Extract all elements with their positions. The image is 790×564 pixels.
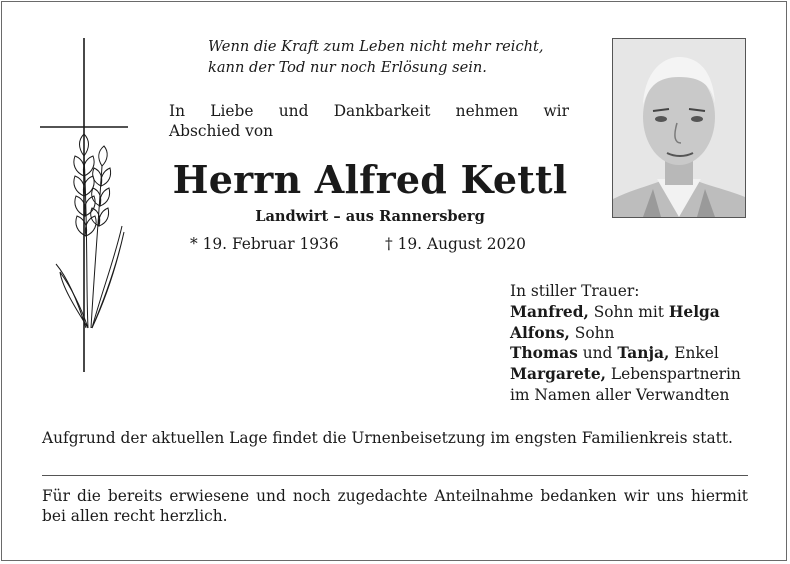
mourner-relation: Enkel	[669, 344, 719, 363]
intro-text	[169, 101, 569, 141]
mourner-name: Thomas	[510, 344, 578, 363]
mourner-name: Tanja,	[617, 344, 670, 363]
divider	[42, 475, 748, 476]
mourner-name: Helga	[668, 302, 720, 321]
death-date: † 19. August 2020	[385, 235, 526, 253]
epigraph-line-2: kann der Tod nur noch Erlösung sein.	[208, 59, 487, 76]
mourner-row	[510, 364, 741, 385]
thanks-text: Für die bereits erwiesene und noch zugedachte Anteilnahme bedanken wir uns hiermit bei allen recht herzlich.	[42, 487, 748, 525]
intro-word: Liebe	[210, 102, 254, 120]
intro-word: wir	[543, 102, 569, 120]
intro-word: Dankbarkeit	[333, 102, 431, 120]
mourners-list	[510, 281, 741, 406]
mourner-row	[510, 385, 741, 406]
portrait-photo	[612, 38, 746, 218]
intro-word: und	[278, 102, 309, 120]
deceased-name: Herrn Alfred Kettl	[172, 157, 568, 202]
deceased-occupation: Landwirt – aus Rannersberg	[255, 208, 485, 225]
mourner-relation: Lebenspartnerin	[606, 365, 741, 384]
mourner-row	[510, 343, 741, 364]
mourner-row	[510, 302, 741, 323]
mourner-name: Margarete,	[510, 365, 607, 384]
mourner-relation: Sohn mit	[588, 302, 669, 321]
mourner-relation: Sohn	[569, 323, 615, 342]
birth-date: * 19. Februar 1936	[190, 235, 339, 253]
mourner-relation: im Namen aller Verwandten	[510, 385, 730, 404]
intro-word: In	[169, 102, 185, 120]
burial-notice: Aufgrund der aktuellen Lage findet die Urnenbeisetzung im engsten Familienkreis statt.	[42, 429, 733, 447]
mourner-name: Alfons,	[510, 323, 570, 342]
mourner-relation: und	[577, 344, 618, 363]
epigraph-line-1: Wenn die Kraft zum Leben nicht mehr reicht,	[208, 38, 544, 55]
mourner-row	[510, 323, 741, 344]
mourner-rows	[510, 302, 741, 406]
wheat-icon	[56, 134, 124, 328]
intro-line-1	[169, 101, 569, 121]
intro-line-2: Abschied von	[169, 122, 274, 140]
mourner-name: Manfred,	[510, 302, 589, 321]
epigraph	[208, 36, 544, 78]
intro-word: nehmen	[455, 102, 519, 120]
cross-icon	[36, 36, 136, 376]
mourners-heading: In stiller Trauer:	[510, 282, 640, 300]
